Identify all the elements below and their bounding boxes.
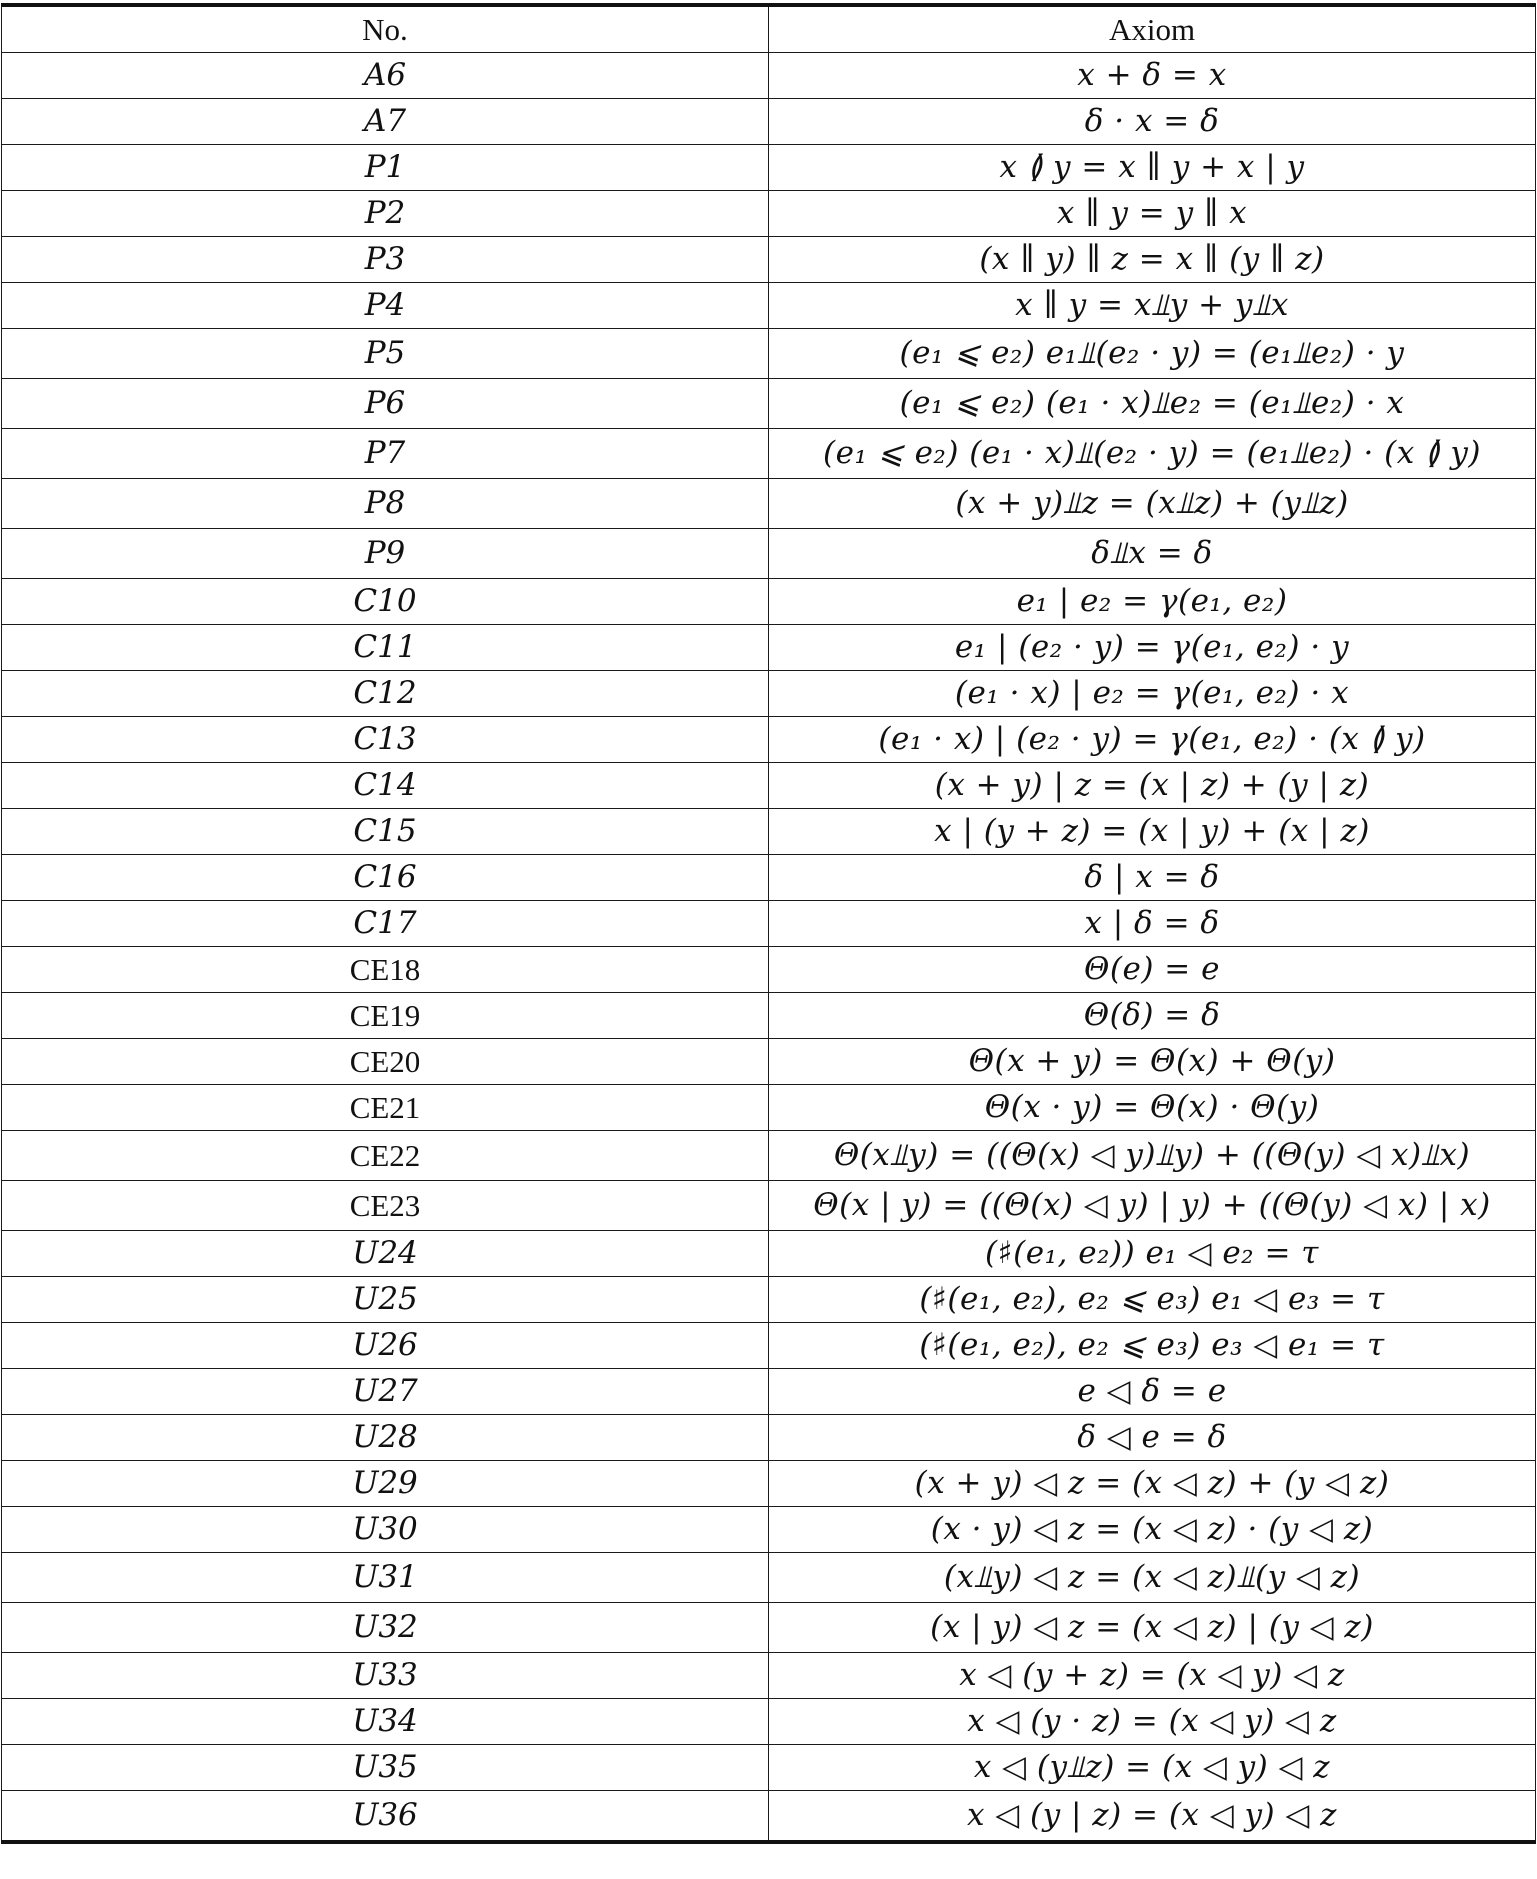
- axiom-number: CE23: [2, 1181, 769, 1231]
- axiom-formula: Θ(x⫫y) = ((Θ(x) ◁ y)⫫y) + ((Θ(y) ◁ x)⫫x): [769, 1131, 1536, 1181]
- axiom-number: CE18: [2, 947, 769, 993]
- table-row: [2, 579, 1536, 625]
- table-row: [2, 53, 1536, 99]
- table-row: [2, 717, 1536, 763]
- axiom-formula: (e₁ · x) | e₂ = γ(e₁, e₂) · x: [769, 671, 1536, 717]
- axiom-formula: (e₁ ⩽ e₂) e₁⫫(e₂ · y) = (e₁⫫e₂) · y: [769, 329, 1536, 379]
- axiom-formula: x ◁ (y + z) = (x ◁ y) ◁ z: [769, 1653, 1536, 1699]
- table-row: [2, 855, 1536, 901]
- table-row: [2, 429, 1536, 479]
- axiom-formula: Θ(δ) = δ: [769, 993, 1536, 1039]
- table-row: [2, 1039, 1536, 1085]
- table-row: [2, 329, 1536, 379]
- axiom-formula: Θ(x + y) = Θ(x) + Θ(y): [769, 1039, 1536, 1085]
- axiom-number: C14: [2, 763, 769, 809]
- axiom-number: CE20: [2, 1039, 769, 1085]
- axiom-number: U34: [2, 1699, 769, 1745]
- table-row: [2, 99, 1536, 145]
- axiom-number: U35: [2, 1745, 769, 1791]
- axiom-formula: (♯(e₁, e₂), e₂ ⩽ e₃) e₃ ◁ e₁ = τ: [769, 1323, 1536, 1369]
- axiom-formula: (♯(e₁, e₂), e₂ ⩽ e₃) e₁ ◁ e₃ = τ: [769, 1277, 1536, 1323]
- axiom-formula: (x⫫y) ◁ z = (x ◁ z)⫫(y ◁ z): [769, 1553, 1536, 1603]
- axiom-number: U32: [2, 1603, 769, 1653]
- axiom-formula: x + δ = x: [769, 53, 1536, 99]
- axiom-number: P1: [2, 145, 769, 191]
- axiom-formula: (e₁ ⩽ e₂) (e₁ · x)⫫e₂ = (e₁⫫e₂) · x: [769, 379, 1536, 429]
- table-row: [2, 237, 1536, 283]
- axiom-number: U26: [2, 1323, 769, 1369]
- axiom-number: P3: [2, 237, 769, 283]
- table-row: [2, 1461, 1536, 1507]
- table-row: [2, 1415, 1536, 1461]
- axiom-number: P4: [2, 283, 769, 329]
- axiom-number: A7: [2, 99, 769, 145]
- axiom-formula: e₁ | (e₂ · y) = γ(e₁, e₂) · y: [769, 625, 1536, 671]
- table-row: [2, 1277, 1536, 1323]
- axiom-formula: e₁ | e₂ = γ(e₁, e₂): [769, 579, 1536, 625]
- table-row: [2, 763, 1536, 809]
- axiom-formula: x | δ = δ: [769, 901, 1536, 947]
- table-row: [2, 1181, 1536, 1231]
- table-row: [2, 1699, 1536, 1745]
- axiom-number: U30: [2, 1507, 769, 1553]
- axiom-number: U25: [2, 1277, 769, 1323]
- table-row: [2, 1791, 1536, 1843]
- axiom-formula: (e₁ ⩽ e₂) (e₁ · x)⫫(e₂ · y) = (e₁⫫e₂) · (x ≬ y): [769, 429, 1536, 479]
- axiom-number: A6: [2, 53, 769, 99]
- axiom-formula: (e₁ · x) | (e₂ · y) = γ(e₁, e₂) · (x ≬ y): [769, 717, 1536, 763]
- axiom-formula: (x + y)⫫z = (x⫫z) + (y⫫z): [769, 479, 1536, 529]
- axiom-table: [1, 3, 1536, 1844]
- axiom-formula: (x · y) ◁ z = (x ◁ z) · (y ◁ z): [769, 1507, 1536, 1553]
- table-row: [2, 1507, 1536, 1553]
- table-row: [2, 283, 1536, 329]
- header-no: No.: [2, 5, 769, 53]
- axiom-formula: (♯(e₁, e₂)) e₁ ◁ e₂ = τ: [769, 1231, 1536, 1277]
- table-row: [2, 1603, 1536, 1653]
- axiom-formula: Θ(x · y) = Θ(x) · Θ(y): [769, 1085, 1536, 1131]
- table-row: [2, 1323, 1536, 1369]
- axiom-number: U29: [2, 1461, 769, 1507]
- axiom-table-body: [2, 53, 1536, 1843]
- table-row: [2, 191, 1536, 237]
- axiom-formula: x ◁ (y · z) = (x ◁ y) ◁ z: [769, 1699, 1536, 1745]
- axiom-number: U27: [2, 1369, 769, 1415]
- axiom-number: U36: [2, 1791, 769, 1843]
- axiom-number: P6: [2, 379, 769, 429]
- table-row: [2, 1745, 1536, 1791]
- axiom-number: P5: [2, 329, 769, 379]
- axiom-number: P9: [2, 529, 769, 579]
- axiom-formula: δ ◁ e = δ: [769, 1415, 1536, 1461]
- axiom-number: P7: [2, 429, 769, 479]
- axiom-number: C12: [2, 671, 769, 717]
- axiom-number: CE21: [2, 1085, 769, 1131]
- axiom-formula: Θ(e) = e: [769, 947, 1536, 993]
- axiom-formula: x ◁ (y⫫z) = (x ◁ y) ◁ z: [769, 1745, 1536, 1791]
- table-row: [2, 1231, 1536, 1277]
- table-row: [2, 529, 1536, 579]
- table-row: [2, 379, 1536, 429]
- header-row: [2, 5, 1536, 53]
- axiom-number: CE19: [2, 993, 769, 1039]
- table-row: [2, 625, 1536, 671]
- table-row: [2, 479, 1536, 529]
- axiom-number: C17: [2, 901, 769, 947]
- axiom-number: C10: [2, 579, 769, 625]
- table-row: [2, 993, 1536, 1039]
- header-axiom: Axiom: [769, 5, 1536, 53]
- axiom-formula: Θ(x | y) = ((Θ(x) ◁ y) | y) + ((Θ(y) ◁ x) | x): [769, 1181, 1536, 1231]
- table-row: [2, 1553, 1536, 1603]
- axiom-formula: x ∥ y = x⫫y + y⫫x: [769, 283, 1536, 329]
- axiom-number: P2: [2, 191, 769, 237]
- table-row: [2, 1369, 1536, 1415]
- table-row: [2, 1085, 1536, 1131]
- axiom-number: U24: [2, 1231, 769, 1277]
- axiom-formula: δ | x = δ: [769, 855, 1536, 901]
- axiom-formula: (x | y) ◁ z = (x ◁ z) | (y ◁ z): [769, 1603, 1536, 1653]
- axiom-number: C16: [2, 855, 769, 901]
- axiom-number: C11: [2, 625, 769, 671]
- axiom-formula: δ · x = δ: [769, 99, 1536, 145]
- axiom-formula: x ∥ y = y ∥ x: [769, 191, 1536, 237]
- table-row: [2, 145, 1536, 191]
- axiom-number: C15: [2, 809, 769, 855]
- table-row: [2, 947, 1536, 993]
- axiom-formula: (x ∥ y) ∥ z = x ∥ (y ∥ z): [769, 237, 1536, 283]
- axiom-formula: e ◁ δ = e: [769, 1369, 1536, 1415]
- axiom-number: U28: [2, 1415, 769, 1461]
- axiom-formula: (x + y) ◁ z = (x ◁ z) + (y ◁ z): [769, 1461, 1536, 1507]
- table-row: [2, 901, 1536, 947]
- axiom-formula: x ◁ (y | z) = (x ◁ y) ◁ z: [769, 1791, 1536, 1843]
- axiom-formula: x | (y + z) = (x | y) + (x | z): [769, 809, 1536, 855]
- axiom-formula: δ⫫x = δ: [769, 529, 1536, 579]
- axiom-number: CE22: [2, 1131, 769, 1181]
- axiom-number: P8: [2, 479, 769, 529]
- table-row: [2, 1131, 1536, 1181]
- axiom-number: U33: [2, 1653, 769, 1699]
- axiom-number: U31: [2, 1553, 769, 1603]
- axiom-formula: x ≬ y = x ∥ y + x | y: [769, 145, 1536, 191]
- table-row: [2, 671, 1536, 717]
- axiom-number: C13: [2, 717, 769, 763]
- table-row: [2, 809, 1536, 855]
- table-row: [2, 1653, 1536, 1699]
- axiom-formula: (x + y) | z = (x | z) + (y | z): [769, 763, 1536, 809]
